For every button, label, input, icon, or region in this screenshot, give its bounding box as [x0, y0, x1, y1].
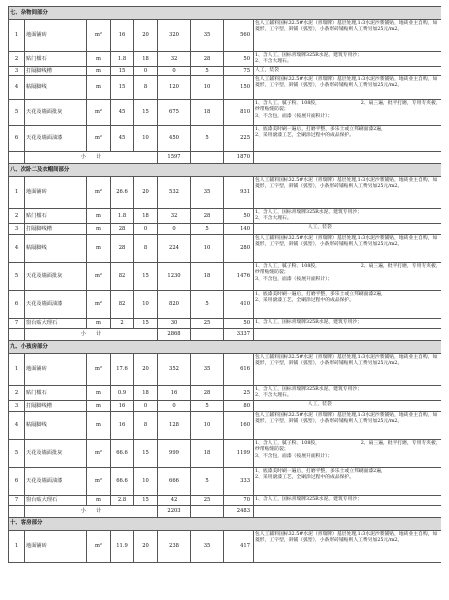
unit: m² [87, 467, 111, 495]
quantity: 82 [111, 290, 134, 318]
amount: 0 [158, 66, 191, 75]
table-row [9, 495, 442, 505]
blank-cell [9, 505, 25, 517]
labor-price: 5 [191, 66, 224, 75]
item-name: 打隔脚线槽 [25, 66, 87, 75]
labor-price: 5 [191, 290, 224, 318]
table-row [9, 290, 442, 318]
table-row [9, 530, 442, 562]
quantity: 66.6 [111, 467, 134, 495]
total: 1476 [224, 262, 254, 290]
table-row [9, 223, 442, 234]
item-name: 粘隔脚线 [25, 75, 87, 99]
total: 225 [224, 125, 254, 151]
total: 810 [224, 99, 254, 125]
subtotal-row [9, 505, 442, 517]
item-name: 打隔脚线槽 [25, 400, 87, 411]
quantity: 82 [111, 262, 134, 290]
subtotal-total: 3337 [224, 328, 254, 340]
labor-price: 18 [191, 99, 224, 125]
row-number: 5 [9, 439, 25, 467]
description: 1、含人工，腻子粉、108胶， 2、扇三遍，批平打磨，专用专夹板,纱带贴缝防裂； 3、不含包，面漆（按展开面积计）； [254, 262, 442, 290]
table-row [9, 176, 442, 208]
blank-cell [191, 151, 224, 163]
total: 1199 [224, 439, 254, 467]
unit: m [87, 75, 111, 99]
labor-price: 28 [191, 52, 224, 67]
total: 140 [224, 223, 254, 234]
unit-price: 8 [134, 234, 158, 262]
quantity: 1.8 [111, 52, 134, 67]
description: 人工，装袋 [254, 400, 442, 411]
unit-price: 0 [134, 223, 158, 234]
description: 人工，装袋 [254, 223, 442, 234]
item-name: 地面铺砖 [25, 176, 87, 208]
quantity: 0.9 [111, 385, 134, 400]
quantity: 45 [111, 99, 134, 125]
row-number: 4 [9, 75, 25, 99]
table-row [9, 125, 442, 151]
item-name: 贴门槛石 [25, 52, 87, 67]
amount: 1230 [158, 262, 191, 290]
description: 包人工辅料国标32.5#水泥（青瑞牌）基层处理,1:3水泥沙浆铺贴，地砖业主自购，如菱形，工字型，斜铺（弧型），小条形砖铺贴则人工费另加25元/m2。 [254, 530, 442, 562]
amount: 0 [158, 400, 191, 411]
amount: 532 [158, 176, 191, 208]
row-number: 1 [9, 353, 25, 385]
amount: 352 [158, 353, 191, 385]
row-number: 7 [9, 318, 25, 328]
total: 616 [224, 353, 254, 385]
description: 1、底漆美时刷一遍后，打磨平整，多乐士或立邦刷面漆2遍， 2、采用滚漆工艺，全刷涂过程中的成品保护。 [254, 467, 442, 495]
item-name: 贴门槛石 [25, 208, 87, 223]
table-row [9, 208, 442, 223]
unit: m² [87, 439, 111, 467]
amount: 32 [158, 52, 191, 67]
labor-price: 35 [191, 176, 224, 208]
unit: m [87, 318, 111, 328]
amount: 238 [158, 530, 191, 562]
blank-cell [9, 151, 25, 163]
unit: m² [87, 530, 111, 562]
labor-price: 10 [191, 75, 224, 99]
row-number: 3 [9, 66, 25, 75]
quantity: 16 [111, 411, 134, 439]
total: 150 [224, 75, 254, 99]
quantity: 28 [111, 234, 134, 262]
amount: 0 [158, 223, 191, 234]
description: 包人工辅料国标32.5#水泥（青瑞牌）基层处理,1:3水泥沙浆铺贴，地砖业主自购，如菱形，工字型，斜铺（弧型），小条形砖铺贴则人工费另加25元/m2。 [254, 353, 442, 385]
labor-price: 18 [191, 439, 224, 467]
total: 410 [224, 290, 254, 318]
quantity: 26.6 [111, 176, 134, 208]
amount: 128 [158, 411, 191, 439]
item-name: 粘隔脚线 [25, 411, 87, 439]
labor-price: 25 [191, 495, 224, 505]
labor-price: 5 [191, 400, 224, 411]
quantity: 11.9 [111, 530, 134, 562]
section-title: 七、杂物间部分 [9, 7, 442, 20]
description: 包人工辅料国标32.5#水泥（青瑞牌）基层处理,1:3水泥沙浆铺贴，地砖业主自购，如菱形，工字型，斜铺（弧型），小条形砖铺贴则人工费另加25元/m2。 [254, 20, 442, 52]
total: 50 [224, 318, 254, 328]
total: 560 [224, 20, 254, 52]
description: 1、含人工，腻子粉、108胶， 2、扇三遍，批平打磨，专用专夹板,纱带贴缝防裂； 3、不含包，面漆（按展开面积计）； [254, 99, 442, 125]
unit-price: 20 [134, 530, 158, 562]
item-name: 天花及墙面批灰 [25, 99, 87, 125]
row-number: 5 [9, 99, 25, 125]
row-number: 3 [9, 223, 25, 234]
unit-price: 8 [134, 411, 158, 439]
unit-price: 8 [134, 75, 158, 99]
description: 包人工辅料国标32.5#水泥（青瑞牌）基层处理,1:3水泥沙浆铺贴，地砖业主自购，如菱形，工字型，斜铺（弧型），小条形砖铺贴则人工费另加25元/m2。 [254, 75, 442, 99]
item-name: 地面铺砖 [25, 20, 87, 52]
row-number: 3 [9, 400, 25, 411]
blank-cell [191, 505, 224, 517]
quotation-table-body [9, 7, 442, 563]
subtotal-amount: 2868 [158, 328, 191, 340]
subtotal-label: 小 计 [25, 505, 158, 517]
labor-price: 18 [191, 262, 224, 290]
labor-price: 10 [191, 411, 224, 439]
total: 80 [224, 400, 254, 411]
item-name: 天花及墙面油漆 [25, 467, 87, 495]
item-name: 粘隔脚线 [25, 234, 87, 262]
unit-price: 15 [134, 262, 158, 290]
section-header [9, 340, 442, 353]
unit: m² [87, 20, 111, 52]
subtotal-amount: 1597 [158, 151, 191, 163]
section-header [9, 163, 442, 176]
labor-price: 35 [191, 20, 224, 52]
quantity: 28 [111, 223, 134, 234]
amount: 16 [158, 385, 191, 400]
blank-cell [254, 505, 442, 517]
item-name: 天花及墙面批灰 [25, 262, 87, 290]
unit: m² [87, 125, 111, 151]
unit-price: 18 [134, 208, 158, 223]
unit: m [87, 400, 111, 411]
description: 1、含人工，国标青瑞牌325R水泥、建筑专用沙； [254, 318, 442, 328]
labor-price: 5 [191, 223, 224, 234]
row-number: 6 [9, 125, 25, 151]
unit-price: 10 [134, 290, 158, 318]
row-number: 7 [9, 495, 25, 505]
unit: m [87, 385, 111, 400]
table-row [9, 66, 442, 75]
subtotal-row [9, 328, 442, 340]
labor-price: 35 [191, 530, 224, 562]
unit: m² [87, 176, 111, 208]
item-name: 打隔脚线槽 [25, 223, 87, 234]
total: 50 [224, 52, 254, 67]
unit-price: 18 [134, 52, 158, 67]
unit-price: 20 [134, 20, 158, 52]
labor-price: 35 [191, 353, 224, 385]
unit-price: 20 [134, 353, 158, 385]
item-name: 贴门槛石 [25, 385, 87, 400]
unit-price: 15 [134, 318, 158, 328]
labor-price: 25 [191, 318, 224, 328]
description: 人工，装袋 [254, 66, 442, 75]
item-name: 窗台贴大理石 [25, 495, 87, 505]
subtotal-label: 小 计 [25, 328, 158, 340]
description: 1、含人工，国标青瑞牌325R水泥、建筑专用沙； 2、不含大理石。 [254, 52, 442, 67]
table-row [9, 318, 442, 328]
section-title: 十、客房部分 [9, 517, 442, 530]
amount: 999 [158, 439, 191, 467]
row-number: 2 [9, 208, 25, 223]
labor-price: 10 [191, 234, 224, 262]
amount: 32 [158, 208, 191, 223]
table-row [9, 385, 442, 400]
table-row [9, 52, 442, 67]
row-number: 1 [9, 530, 25, 562]
unit-price: 20 [134, 176, 158, 208]
blank-cell [9, 328, 25, 340]
row-number: 5 [9, 262, 25, 290]
blank-cell [254, 328, 442, 340]
unit: m [87, 208, 111, 223]
section-header [9, 517, 442, 530]
table-row [9, 99, 442, 125]
total: 25 [224, 385, 254, 400]
row-number: 2 [9, 52, 25, 67]
unit: m² [87, 290, 111, 318]
amount: 42 [158, 495, 191, 505]
unit-price: 18 [134, 385, 158, 400]
description: 包人工辅料国标32.5#水泥（青瑞牌）基层处理,1:3水泥沙浆铺贴，地砖业主自购，如菱形，工字型，斜铺（弧型），小条形砖铺贴则人工费另加25元/m2。 [254, 234, 442, 262]
total: 160 [224, 411, 254, 439]
table-row [9, 75, 442, 99]
unit-price: 10 [134, 467, 158, 495]
description: 1、底漆美时刷一遍后，打磨平整，多乐士或立邦刷面漆2遍， 2、采用滚漆工艺，全刷涂过程中的成品保护。 [254, 290, 442, 318]
table-row [9, 439, 442, 467]
row-number: 4 [9, 411, 25, 439]
description: 1、含人工，腻子粉、108胶， 2、扇三遍，批平打磨，专用专夹板,纱带贴缝防裂； 3、不含包，面漆（按展开面积计）； [254, 439, 442, 467]
unit-price: 0 [134, 400, 158, 411]
blank-cell [254, 151, 442, 163]
quantity: 2 [111, 318, 134, 328]
unit-price: 15 [134, 495, 158, 505]
quantity: 66.6 [111, 439, 134, 467]
labor-price: 28 [191, 208, 224, 223]
item-name: 天花及墙面油漆 [25, 125, 87, 151]
labor-price: 28 [191, 385, 224, 400]
description: 1、含人工，国标青瑞牌325R水泥、建筑专用沙； 2、不含大理石。 [254, 385, 442, 400]
unit: m² [87, 262, 111, 290]
unit: m [87, 66, 111, 75]
unit-price: 10 [134, 125, 158, 151]
table-row [9, 234, 442, 262]
quantity: 16 [111, 20, 134, 52]
section-title: 八、次卧二及衣帽间部分 [9, 163, 442, 176]
total: 70 [224, 495, 254, 505]
subtotal-row [9, 151, 442, 163]
total: 333 [224, 467, 254, 495]
quantity: 2.8 [111, 495, 134, 505]
quantity: 1.8 [111, 208, 134, 223]
amount: 224 [158, 234, 191, 262]
row-number: 4 [9, 234, 25, 262]
total: 931 [224, 176, 254, 208]
labor-price: 5 [191, 467, 224, 495]
row-number: 1 [9, 176, 25, 208]
quantity: 15 [111, 75, 134, 99]
labor-price: 5 [191, 125, 224, 151]
table-row [9, 20, 442, 52]
item-name: 地面铺砖 [25, 353, 87, 385]
amount: 820 [158, 290, 191, 318]
row-number: 6 [9, 290, 25, 318]
item-name: 地面铺砖 [25, 530, 87, 562]
row-number: 2 [9, 385, 25, 400]
total: 50 [224, 208, 254, 223]
quantity: 15 [111, 66, 134, 75]
unit-price: 15 [134, 99, 158, 125]
unit: m [87, 495, 111, 505]
item-name: 天花及墙面油漆 [25, 290, 87, 318]
amount: 120 [158, 75, 191, 99]
subtotal-amount: 2203 [158, 505, 191, 517]
unit: m [87, 234, 111, 262]
quotation-table [8, 6, 441, 563]
description: 1、含人工，国标青瑞牌325R水泥、建筑专用沙； [254, 495, 442, 505]
unit: m² [87, 99, 111, 125]
quantity: 17.6 [111, 353, 134, 385]
amount: 450 [158, 125, 191, 151]
amount: 30 [158, 318, 191, 328]
total: 75 [224, 66, 254, 75]
unit: m² [87, 353, 111, 385]
description: 1、底漆美时刷一遍后，打磨平整，多乐士或立邦刷面漆2遍， 2、采用滚漆工艺，全刷涂过程中的成品保护。 [254, 125, 442, 151]
table-row [9, 353, 442, 385]
quotation-page [8, 6, 441, 600]
row-number: 6 [9, 467, 25, 495]
description: 包人工辅料国标32.5#水泥（青瑞牌）基层处理,1:3水泥沙浆铺贴，地砖业主自购，如菱形，工字型，斜铺（弧型），小条形砖铺贴则人工费另加25元/m2。 [254, 176, 442, 208]
description: 1、含人工，国标青瑞牌325R水泥、建筑专用沙； 2、不含大理石。 [254, 208, 442, 223]
unit: m [87, 52, 111, 67]
amount: 320 [158, 20, 191, 52]
unit: m [87, 411, 111, 439]
unit-price: 15 [134, 439, 158, 467]
total: 280 [224, 234, 254, 262]
blank-cell [191, 328, 224, 340]
table-row [9, 262, 442, 290]
table-row [9, 400, 442, 411]
amount: 675 [158, 99, 191, 125]
row-number: 1 [9, 20, 25, 52]
unit: m [87, 223, 111, 234]
total: 417 [224, 530, 254, 562]
subtotal-label: 小 计 [25, 151, 158, 163]
item-name: 窗台贴大理石 [25, 318, 87, 328]
quantity: 16 [111, 400, 134, 411]
subtotal-total: 2483 [224, 505, 254, 517]
description: 包人工辅料国标32.5#水泥（青瑞牌）基层处理,1:3水泥沙浆铺贴，地砖业主自购，如菱形，工字型，斜铺（弧型），小条形砖铺贴则人工费另加25元/m2。 [254, 411, 442, 439]
amount: 666 [158, 467, 191, 495]
item-name: 天花及墙面批灰 [25, 439, 87, 467]
section-title: 九、小孩房部分 [9, 340, 442, 353]
quantity: 45 [111, 125, 134, 151]
unit-price: 0 [134, 66, 158, 75]
section-header [9, 7, 442, 20]
subtotal-total: 1870 [224, 151, 254, 163]
table-row [9, 411, 442, 439]
table-row [9, 467, 442, 495]
